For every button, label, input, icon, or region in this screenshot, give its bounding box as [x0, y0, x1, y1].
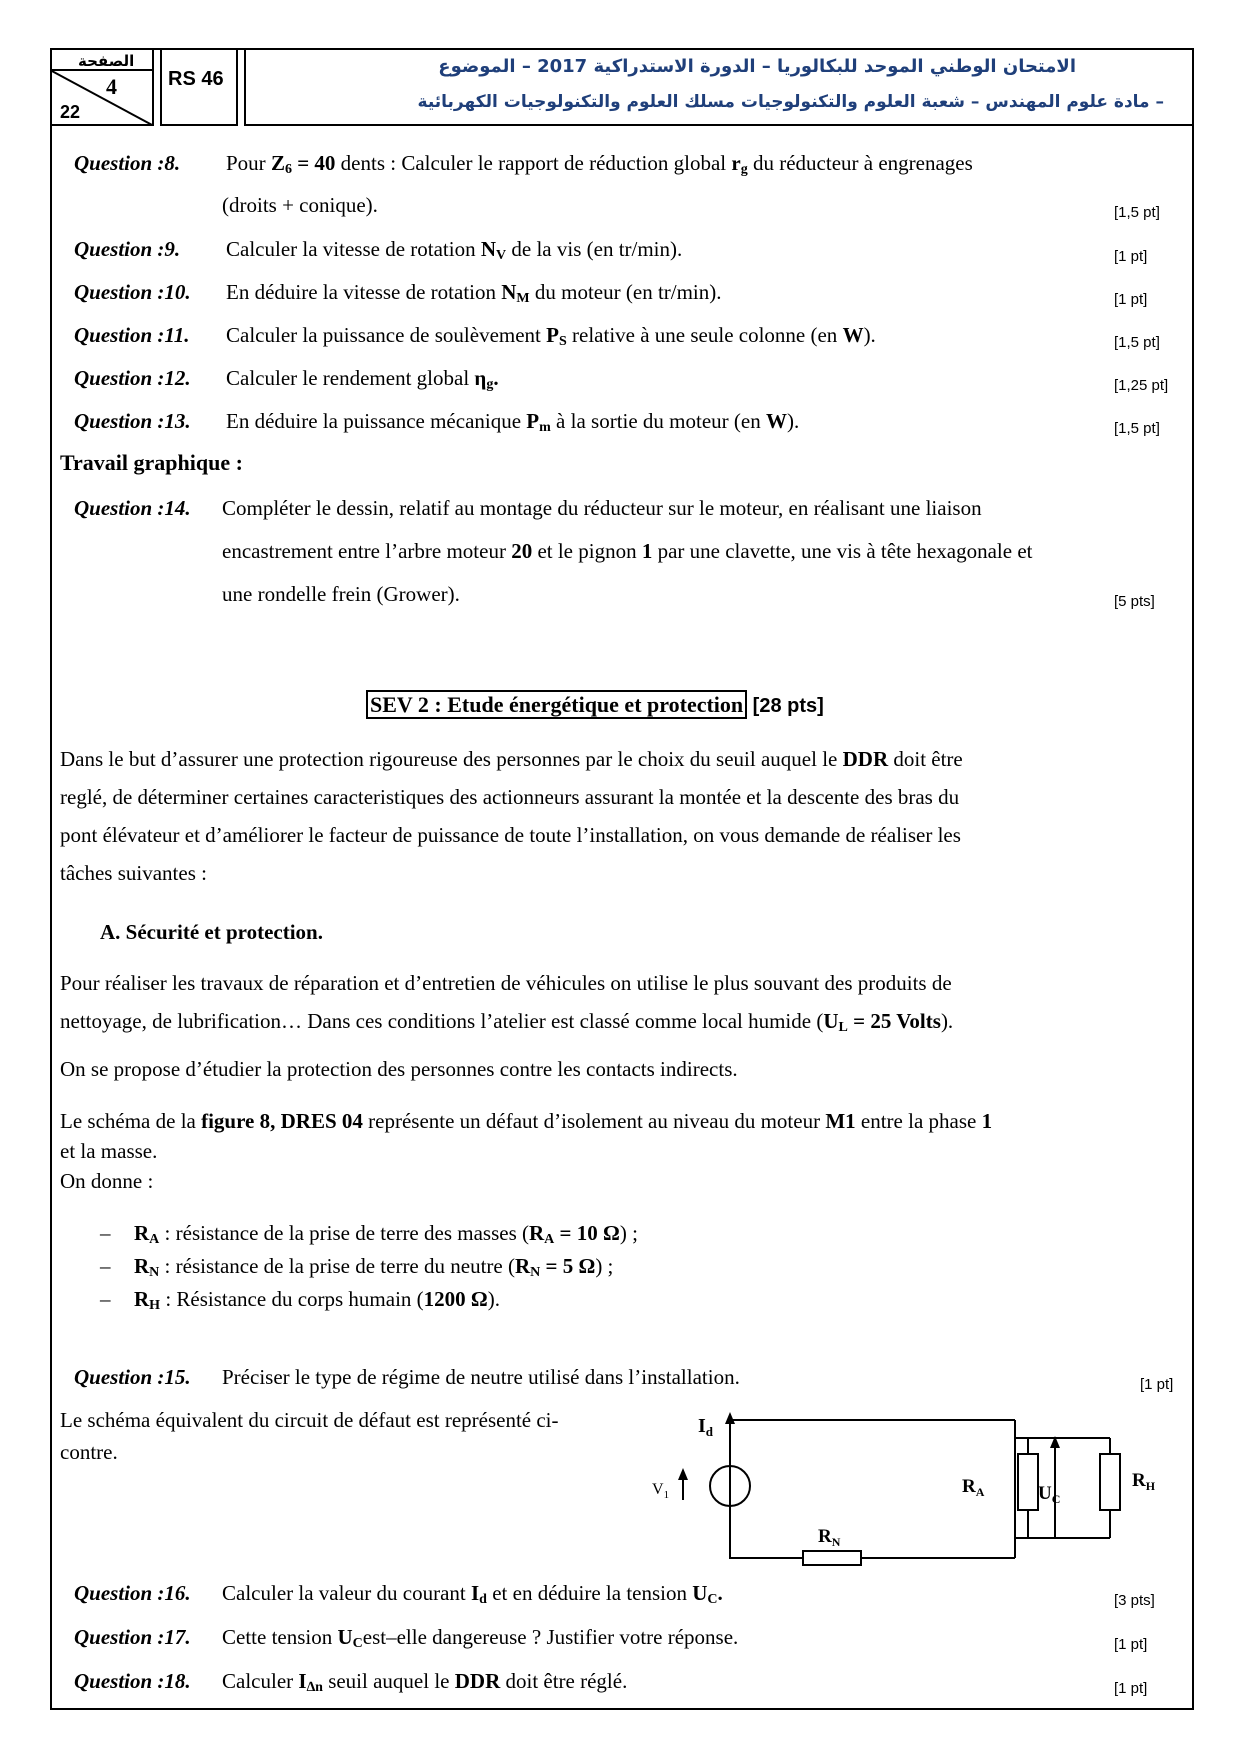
text: ).	[863, 323, 876, 347]
label-rn: $R_N$	[818, 1526, 841, 1549]
var: N	[501, 280, 517, 304]
text: par une clavette, une vis à tête hexagonale et	[652, 539, 1033, 563]
text: de la vis (en tr/min).	[506, 237, 683, 261]
intro-line4: tâches suivantes :	[60, 861, 207, 885]
question-label: Question :12.	[74, 366, 191, 390]
var: R	[134, 1254, 150, 1278]
text: Calculer la valeur du courant	[222, 1581, 471, 1605]
var: R	[528, 1221, 545, 1245]
sub: V	[496, 248, 507, 263]
text: et en déduire la tension	[486, 1581, 693, 1605]
part-number: 1	[641, 539, 653, 563]
circuit-line2: contre.	[60, 1440, 118, 1464]
travail-graphique-heading: Travail graphique :	[60, 450, 243, 475]
text: : résistance de la prise de terre du neutre (	[159, 1254, 515, 1278]
question-text: Préciser le type de régime de neutre utilisé dans l’installation.	[222, 1365, 740, 1389]
question-text	[226, 148, 1184, 185]
text: Le schéma de la	[60, 1109, 202, 1133]
question-points: [5 pts]	[1114, 593, 1155, 610]
text: Calculer la puissance de soulèvement	[226, 323, 547, 347]
sub: L	[838, 1020, 848, 1035]
sev2-points: [28 pts]	[752, 695, 824, 717]
question-text	[226, 234, 1184, 271]
page-total: 22	[60, 102, 81, 122]
text: est–elle dangereuse ? Justifier votre réponse.	[362, 1625, 739, 1649]
text: : Résistance du corps humain (	[160, 1287, 424, 1311]
question-label: Question :14.	[74, 496, 191, 520]
sub: M	[516, 291, 530, 306]
text-bold: DDR	[454, 1669, 501, 1693]
resistor-ra	[1018, 1454, 1038, 1510]
question-label: Question :15.	[74, 1365, 191, 1389]
question-text	[222, 1622, 1184, 1659]
resistor-rn	[803, 1551, 861, 1565]
exam-title-box	[244, 48, 1194, 126]
sub: d	[479, 1592, 487, 1607]
part-number: 20	[511, 539, 533, 563]
text-bold: 1	[981, 1109, 993, 1133]
text: Pour	[226, 151, 271, 175]
var: r	[731, 151, 741, 175]
var: = 40	[291, 151, 336, 175]
var: U	[823, 1009, 839, 1033]
sub: g	[740, 162, 748, 177]
exam-title-line2: – مادة علوم المهندس – شعبة العلوم والتكنولوجيات مسلك العلوم والتكنولوجيات الكهربائية	[417, 92, 1164, 112]
question-label: Question :11.	[74, 323, 190, 347]
intro-line2: reglé, de déterminer certaines caracteristiques des actionneurs assurant la montée et la descente des bras du	[60, 785, 960, 809]
section-a-paragraph	[60, 964, 1180, 1047]
question-points: [1,25 pt]	[1114, 377, 1169, 394]
text: En déduire la vitesse de rotation	[226, 280, 502, 304]
sub: C	[352, 1636, 363, 1651]
text: Calculer la vitesse de rotation	[226, 237, 481, 261]
text-bold: M1	[825, 1109, 856, 1133]
sev2-heading: SEV 2 : Etude énergétique et protection	[366, 690, 747, 719]
text: du réducteur à engrenages	[747, 151, 973, 175]
sev2-title	[366, 692, 824, 718]
dash: –	[100, 1254, 111, 1278]
question-label: Question :9.	[74, 237, 181, 261]
sub: g	[486, 377, 494, 392]
question-points: [1,5 pt]	[1114, 334, 1160, 351]
label-v1: $V_1$	[652, 1481, 670, 1501]
sub: N	[149, 1265, 160, 1280]
question-label: Question :18.	[74, 1669, 191, 1693]
var: P	[526, 409, 540, 433]
question-text	[226, 406, 1184, 443]
text: Cette tension	[222, 1625, 338, 1649]
text: Calculer	[222, 1669, 299, 1693]
page-number: 4	[106, 74, 117, 99]
question-points: [1 pt]	[1114, 248, 1148, 265]
para-line1: Pour réaliser les travaux de réparation et d’entretien de véhicules on utilise le plus souvant des produits de	[60, 971, 952, 995]
sub: S	[558, 334, 567, 349]
question-label: Question :13.	[74, 409, 191, 433]
text: En déduire la puissance mécanique	[226, 409, 527, 433]
para-line2: et la masse.	[60, 1139, 158, 1163]
text: ).	[487, 1287, 500, 1311]
text: représente un défaut d’isolement au niveau du moteur	[362, 1109, 826, 1133]
label-rh: $R_H$	[1132, 1470, 1156, 1493]
value: = 10 Ω	[554, 1221, 620, 1245]
var: R	[134, 1221, 150, 1245]
bullet-rh	[100, 1284, 500, 1321]
text-bold: DDR	[842, 747, 889, 771]
question-line2	[222, 536, 1184, 566]
text-bold: figure 8, DRES 04	[201, 1109, 363, 1133]
var: W	[842, 323, 864, 347]
question-points: [1,5 pt]	[1114, 420, 1160, 437]
label-id: $I_d$	[698, 1415, 714, 1439]
fault-circuit-diagram	[650, 1400, 1170, 1580]
var: P	[546, 323, 559, 347]
sub: C	[707, 1592, 718, 1607]
text: et le pignon	[532, 539, 642, 563]
text: .	[717, 1581, 723, 1605]
voltage-v1-arrowhead	[678, 1468, 688, 1480]
wire-left-bottom	[730, 1506, 803, 1558]
bullet-ra	[100, 1218, 638, 1255]
text: doit être	[888, 747, 963, 771]
question-line1: Compléter le dessin, relatif au montage du réducteur sur le moteur, en réalisant une liaison	[222, 496, 982, 520]
question-label: Question :10.	[74, 280, 191, 304]
bullet-rn	[100, 1251, 613, 1288]
text: nettoyage, de lubrification… Dans ces conditions l’atelier est classé comme local humide (	[60, 1009, 824, 1033]
label-ra: $R_A$	[962, 1476, 985, 1499]
question-points: [3 pts]	[1114, 1592, 1155, 1609]
text: Dans le but d’assurer une protection rigoureuse des personnes par le choix du seuil auquel le	[60, 747, 843, 771]
question-line3: une rondelle frein (Grower).	[222, 582, 460, 606]
value: 1200 Ω	[423, 1287, 488, 1311]
page-header	[50, 48, 1194, 126]
paragraph-contacts: On se propose d’étudier la protection des personnes contre les contacts indirects.	[60, 1057, 738, 1081]
question-label: Question :8.	[74, 151, 181, 175]
current-id-arrowhead	[725, 1412, 735, 1424]
question-points: [1 pt]	[1114, 1636, 1148, 1653]
text: du moteur (en tr/min).	[529, 280, 722, 304]
text: dents : Calculer le rapport de réduction global	[335, 151, 732, 175]
var: U	[337, 1625, 353, 1649]
question-text	[226, 277, 1184, 314]
section-a-heading: A. Sécurité et protection.	[100, 920, 323, 944]
question-14	[74, 493, 1184, 613]
question-8	[74, 148, 1184, 221]
exam-code-box	[160, 48, 238, 126]
sub: H	[149, 1298, 161, 1313]
text: ) ;	[619, 1221, 638, 1245]
var: W	[765, 409, 787, 433]
exam-code: RS 46	[168, 68, 224, 90]
circuit-description	[60, 1404, 670, 1468]
var: R	[134, 1287, 150, 1311]
page-label: الصفحة	[78, 52, 135, 70]
text: seuil auquel le	[322, 1669, 455, 1693]
text: ).	[786, 409, 800, 433]
dash: –	[100, 1221, 111, 1245]
question-text	[222, 1578, 1184, 1615]
var: η	[474, 366, 487, 390]
question-text	[226, 363, 1184, 400]
para-line3: On donne :	[60, 1169, 154, 1193]
question-points: [1 pt]	[1114, 291, 1148, 308]
paragraph-figure8	[60, 1106, 1180, 1196]
text: doit être réglé.	[500, 1669, 628, 1693]
question-label: Question :16.	[74, 1581, 191, 1605]
question-text	[226, 320, 1184, 357]
text: : résistance de la prise de terre des masses (	[159, 1221, 529, 1245]
sub: m	[539, 420, 551, 435]
sub: A	[544, 1232, 555, 1247]
page-number-box	[50, 48, 154, 126]
text: ).	[940, 1009, 954, 1033]
resistor-rh	[1100, 1454, 1120, 1510]
var: I	[470, 1581, 480, 1605]
circuit-line1: Le schéma équivalent du circuit de défaut est représenté ci-	[60, 1408, 559, 1432]
para-line1	[60, 1106, 1180, 1136]
question-text	[222, 1666, 1184, 1703]
var: U	[692, 1581, 708, 1605]
var: N	[480, 237, 497, 261]
question-points: [1 pt]	[1114, 1680, 1148, 1697]
text: ) ;	[595, 1254, 614, 1278]
question-label: Question :17.	[74, 1625, 191, 1649]
value: = 25 Volts	[847, 1009, 941, 1033]
var: R	[514, 1254, 531, 1278]
intro-paragraph	[60, 740, 1180, 892]
sub: A	[149, 1232, 160, 1247]
value: = 5 Ω	[540, 1254, 596, 1278]
var: Z	[270, 151, 285, 175]
text: .	[493, 366, 499, 390]
text: encastrement entre l’arbre moteur	[222, 539, 512, 563]
exam-title-line1: الامتحان الوطني الموحد للبكالوريا – الدورة الاستدراكية 2017 – الموضوع	[438, 56, 1076, 77]
intro-line3: pont élévateur et d’améliorer le facteur de puissance de toute l’installation, on vous demande de réaliser les	[60, 823, 961, 847]
question-line2: (droits + conique).	[222, 193, 378, 217]
sub: ∆n	[306, 1680, 323, 1695]
label-uc: $U_C$	[1038, 1483, 1061, 1506]
text: entre la phase	[855, 1109, 982, 1133]
sub: 6	[284, 162, 292, 177]
dash: –	[100, 1287, 111, 1311]
intro-line1	[60, 740, 1180, 778]
sub: N	[530, 1265, 541, 1280]
question-points: [1 pt]	[1140, 1376, 1174, 1393]
text: à la sortie du moteur (en	[550, 409, 766, 433]
text: Calculer le rendement global	[226, 366, 475, 390]
text: relative à une seule colonne (en	[566, 323, 843, 347]
var: I	[298, 1669, 307, 1693]
question-points: [1,5 pt]	[1114, 204, 1160, 221]
para-line2	[60, 1002, 1180, 1047]
